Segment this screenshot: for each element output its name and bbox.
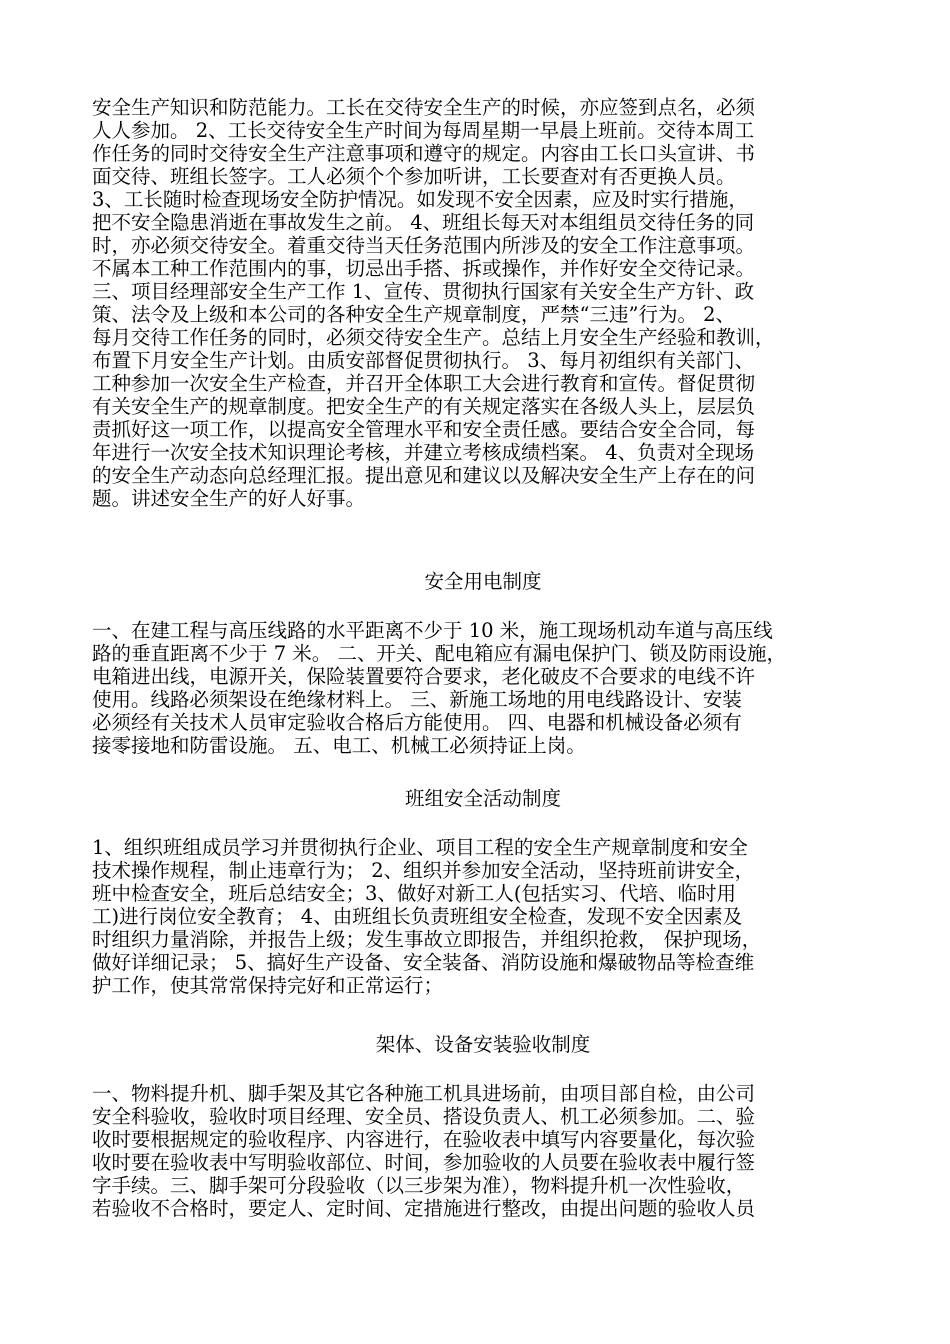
text-line: 责抓好这一项工作，以提高安全管理水平和安全责任感。要结合安全合同，每 <box>92 418 756 441</box>
text-line: 人人参加。 2、工长交待安全生产时间为每周星期一早晨上班前。交待本周工 <box>92 119 755 142</box>
text-line: 路的垂直距离不少于 7 米。 二、开关、配电箱应有漏电保护门、锁及防雨设施， <box>92 642 787 665</box>
text-line: 有关安全生产的规章制度。把安全生产的有关规定落实在各级人头上，层层负 <box>92 395 756 418</box>
text-line: 策、法令及上级和本公司的各种安全生产规章制度，严禁“三违”行为。 2、 <box>92 303 736 326</box>
text-line: 收时要根据规定的验收程序、内容进行，在验收表中填写内容要量化，每次验 <box>92 1128 756 1151</box>
text-line: 技术操作规程，制止违章行为； 2、组织并参加安全活动，坚持班前讲安全， <box>92 859 755 882</box>
text-line: 每月交待工作任务的同时，必须交待安全生产。总结上月安全生产经验和教训， <box>92 326 775 349</box>
frame-paragraph <box>92 1082 874 1220</box>
text-line: 若验收不合格时，要定人、定时间、定措施进行整改，由提出问题的验收人员 <box>92 1197 756 1220</box>
text-line: 一、物料提升机、脚手架及其它各种施工机具进场前，由项目部自检，由公司 <box>92 1082 756 1105</box>
text-line: 字手续。三、脚手架可分段验收（以三步架为准），物料提升机一次性验收， <box>92 1174 746 1197</box>
text-line: 年进行一次安全技术知识理论考核，并建立考核成绩档案。 4、负责对全现场 <box>92 441 755 464</box>
text-line: 护工作，使其常常保持完好和正常运行； <box>92 974 444 997</box>
text-line: 收时要在验收表中写明验收部位、时间，参加验收的人员要在验收表中履行签 <box>92 1151 756 1174</box>
text-line: 使用。线路必须架设在绝缘材料上。 三、新施工场地的用电线路设计、安装 <box>92 688 742 711</box>
text-line: 面交待、班组长签字。工人必须个个参加听讲，工长要查对有否更换人员。 <box>92 165 736 188</box>
section-title-frame: 架体、设备安装验收制度 <box>375 1033 591 1056</box>
text-line: 工种参加一次安全生产检查，并召开全体职工大会进行教育和宣传。督促贯彻 <box>92 372 756 395</box>
text-line: 安全科验收，验收时项目经理、安全员、搭设负责人、机工必须参加。二、验 <box>92 1105 756 1128</box>
text-line: 接零接地和防雷设施。 五、电工、机械工必须持证上岗。 <box>92 734 586 757</box>
text-line: 电箱进出线，电源开关，保险装置要符合要求，老化破皮不合要求的电线不许 <box>92 665 756 688</box>
text-line: 作任务的同时交待安全生产注意事项和遵守的规定。内容由工长口头宣讲、书 <box>92 142 756 165</box>
text-line: 班中检查安全，班后总结安全；3、做好对新工人(包括实习、代培、临时用 <box>92 882 737 905</box>
text-line: 布置下月安全生产计划。由质安部督促贯彻执行。 3、每月初组织有关部门、 <box>92 349 755 372</box>
text-line: 的安全生产动态向总经理汇报。提出意见和建议以及解决安全生产上存在的问 <box>92 464 756 487</box>
text-line: 安全生产知识和防范能力。工长在交待安全生产的时候，亦应签到点名，必须 <box>92 96 756 119</box>
team-paragraph <box>92 836 874 997</box>
intro-paragraph <box>92 96 874 510</box>
text-line: 1、组织班组成员学习并贯彻执行企业、项目工程的安全生产规章制度和安全 <box>92 836 748 859</box>
text-line: 3、工长随时检查现场安全防护情况。如发现不安全因素，应及时实行措施， <box>92 188 748 211</box>
electric-paragraph <box>92 619 874 757</box>
section-title-electric: 安全用电制度 <box>424 570 542 593</box>
text-line: 时，亦必须交待安全。着重交待当天任务范围内所涉及的安全工作注意事项。 <box>92 234 756 257</box>
text-line: 不属本工种工作范围内的事，切忌出手搭、拆或操作，并作好安全交待记录。 <box>92 257 756 280</box>
text-line: 把不安全隐患消逝在事故发生之前。 4、班组长每天对本组组员交待任务的同 <box>92 211 755 234</box>
text-line: 时组织力量消除，并报告上级；发生事故立即报告，并组织抢救， 保护现场， <box>92 928 762 951</box>
text-line: 必须经有关技术人员审定验收合格后方能使用。 四、电器和机械设备必须有 <box>92 711 742 734</box>
text-line: 三、项目经理部安全生产工作 1、宣传、贯彻执行国家有关安全生产方针、政 <box>92 280 755 303</box>
text-line: 工)进行岗位安全教育； 4、由班组长负责班组安全检查，发现不安全因素及 <box>92 905 743 928</box>
text-line: 一、在建工程与高压线路的水平距离不少于 10 米，施工现场机动车道与高压线 <box>92 619 773 642</box>
section-title-team: 班组安全活动制度 <box>404 787 561 810</box>
text-line: 做好详细记录； 5、搞好生产设备、安全装备、消防设施和爆破物品等检查维 <box>92 951 755 974</box>
text-line: 题。讲述安全生产的好人好事。 <box>92 487 366 510</box>
